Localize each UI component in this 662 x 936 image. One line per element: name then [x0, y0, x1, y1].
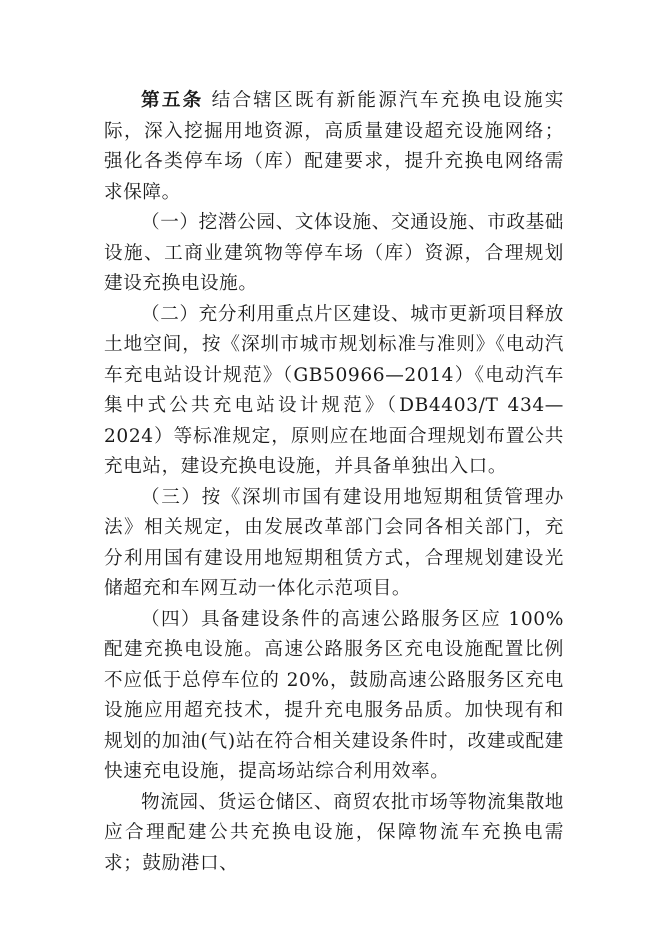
document-body [104, 86, 564, 879]
paragraph-item-2 [104, 300, 564, 483]
paragraph-item-1 [104, 208, 564, 300]
paragraph-item-4 [104, 605, 564, 788]
paragraph-item-3 [104, 483, 564, 605]
paragraph-text: （三）按《深圳市国有建设用地短期租赁管理办法》相关规定，由发展改革部门会同各相关部门，充分利用国有建设用地短期租赁方式，合理规划建设光储超充和车网互动一体化示范项目。 [104, 486, 564, 599]
paragraph-text: （二）充分利用重点片区建设、城市更新项目释放土地空间，按《深圳市城市规划标准与准则》《电动汽车充电站设计规范》（GB50966—2014）《电动汽车集中式公共充电站设计规范》（DB4403/T 434—2024）等标准规定，原则应在地面合理规划布置公共充电站，建设充换电设施，并具备单独出入口。 [104, 303, 564, 477]
paragraph-text: 物流园、货运仓储区、商贸农批市场等物流集散地应合理配建公共充换电设施，保障物流车充换电需求；鼓励港口、 [104, 791, 564, 874]
paragraph-logistics [104, 788, 564, 880]
article-number: 第五条 [141, 90, 204, 111]
paragraph-article-5 [104, 86, 564, 208]
paragraph-text: （一）挖潜公园、文体设施、交通设施、市政基础设施、工商业建筑物等停车场（库）资源，合理规划建设充换电设施。 [104, 212, 564, 294]
paragraph-text: （四）具备建设条件的高速公路服务区应 100%配建充换电设施。高速公路服务区充电设施配置比例不应低于总停车位的 20%，鼓励高速公路服务区充电设施应用超充技术，提升充电服务品质。加快现有和规划的加油(气)站在符合相关建设条件时，改建或配建快速充电设施，提高场站综合利用效率。 [104, 608, 564, 782]
paragraph-text: 结合辖区既有新能源汽车充换电设施实际，深入挖掘用地资源，高质量建设超充设施网络；强化各类停车场（库）配建要求，提升充换电网络需求保障。 [104, 90, 564, 203]
